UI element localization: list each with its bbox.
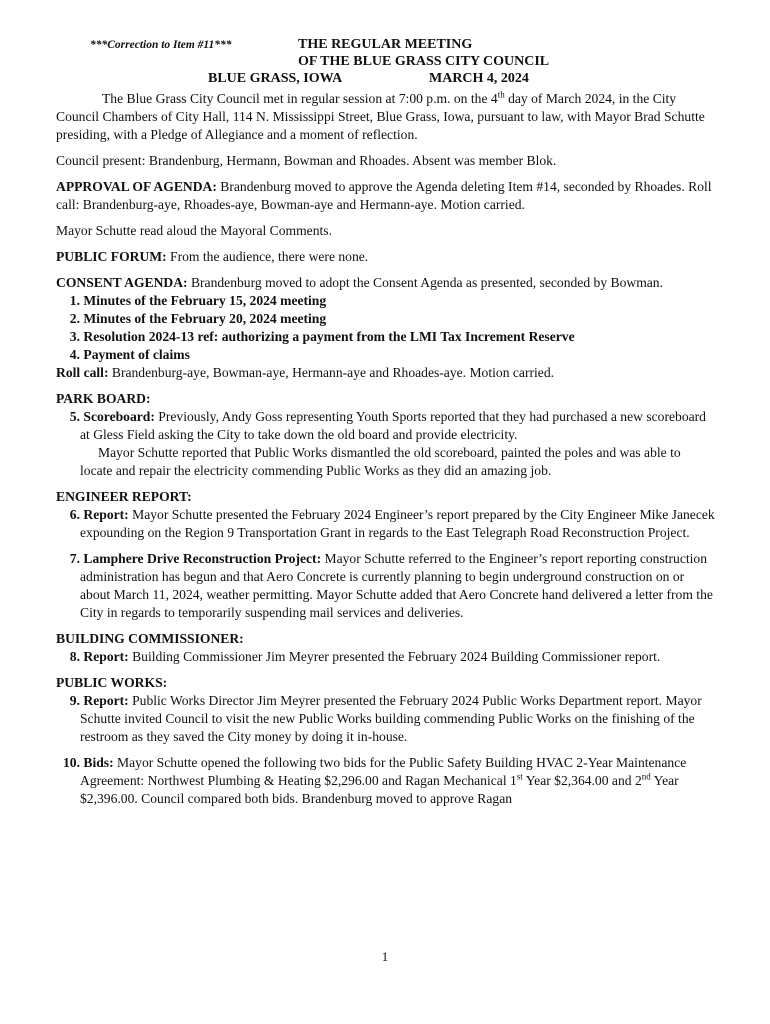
building-section (56, 630, 716, 666)
document-page (56, 36, 716, 808)
item-text-b: Year $2,364.00 and 2 (522, 773, 642, 788)
item-label: Report: (83, 507, 129, 522)
item-number: 6. (69, 507, 80, 522)
roll-call-text: Brandenburg-aye, Bowman-aye, Hermann-aye and Rhoades-aye. Motion carried. (108, 365, 555, 380)
item-number: 8. (69, 649, 80, 664)
item-5 (56, 408, 716, 444)
item-5-continued: Mayor Schutte reported that Public Works dismantled the old scoreboard, painted the poles and was able to locate and repair the electricity commending Public Works as they did an amazing job. (80, 445, 681, 478)
engineer-heading: ENGINEER REPORT: (56, 489, 192, 504)
ordinal-sup: st (516, 771, 523, 782)
item-text: Minutes of the February 20, 2024 meeting (83, 311, 327, 326)
item-label: Scoreboard: (83, 409, 155, 424)
public-works-section (56, 674, 716, 808)
item-label: Lamphere Drive Reconstruction Project: (83, 551, 322, 566)
document-header (56, 36, 716, 90)
intro-sup: th (497, 89, 505, 100)
item-text: Mayor Schutte referred to the Engineer’s report reporting construction administration has begun and that Aero Concrete is currently planning to begin underground construction on or about March 11, 2024, weather permitting. Mayor Schutte added that Aero Concrete hand delivered a letter from the City in regards to temporarily suspending mail services and deliveries. (80, 551, 713, 620)
item-number: 10. (63, 755, 80, 770)
item-number: 3. (69, 329, 80, 344)
public-forum (56, 248, 716, 266)
consent-item (56, 328, 716, 346)
item-number: 1. (69, 293, 80, 308)
page-number: 1 (381, 949, 389, 964)
correction-note: ***Correction to Item #11*** (90, 39, 232, 51)
agenda-label: APPROVAL OF AGENDA: (56, 179, 217, 194)
park-board-heading: PARK BOARD: (56, 391, 151, 406)
item-number: 5. (69, 409, 80, 424)
item-number: 7. (69, 551, 80, 566)
consent-item (56, 346, 716, 364)
forum-text: From the audience, there were none. (166, 249, 369, 264)
header-date: MARCH 4, 2024 (429, 71, 529, 86)
consent-roll-call (56, 364, 716, 382)
agenda-text: Brandenburg moved to approve the Agenda deleting Item #14, seconded by Rhoades. Roll call: Brandenburg-aye, Rhoades-aye, Bowman-aye and Hermann-aye. Motion carried. (56, 179, 712, 212)
consent-agenda (56, 274, 716, 382)
item-number: 2. (69, 311, 80, 326)
item-text: Payment of claims (83, 347, 190, 362)
item-text: Resolution 2024-13 ref: authorizing a payment from the LMI Tax Increment Reserve (83, 329, 575, 344)
item-7 (56, 550, 716, 622)
header-location: BLUE GRASS, IOWA (208, 71, 343, 86)
mayoral-comments: Mayor Schutte read aloud the Mayoral Comments. (56, 223, 332, 238)
consent-item (56, 292, 716, 310)
consent-label: CONSENT AGENDA: (56, 275, 188, 290)
item-8 (56, 648, 716, 666)
item-label: Report: (83, 649, 129, 664)
item-text: Building Commissioner Jim Meyrer presented the February 2024 Building Commissioner report. (128, 649, 661, 664)
header-title-line2: OF THE BLUE GRASS CITY COUNCIL (298, 54, 550, 69)
intro-text-b: day of March 2024, in the City Council Chambers of City Hall, 114 N. Mississippi Street, Blue Grass, Iowa, pursuant to law, with Mayor Brad Schutte presiding, with a Pledge of Allegiance and a moment of reflection. (56, 91, 705, 142)
header-title-line1: THE REGULAR MEETING (298, 37, 473, 52)
roll-call-label: Roll call: (56, 365, 109, 380)
item-text-c: Year $2,396.00. Council compared both bids. Brandenburg moved to approve Ragan (80, 773, 679, 806)
consent-text: Brandenburg moved to adopt the Consent Agenda as presented, seconded by Bowman. (187, 275, 663, 290)
intro-paragraph (56, 90, 716, 144)
item-number: 4. (69, 347, 80, 362)
building-heading: BUILDING COMMISSIONER: (56, 631, 244, 646)
item-text-a: Mayor Schutte opened the following two bids for the Public Safety Building HVAC 2-Year Maintenance Agreement: Northwest Plumbing & Heating $2,296.00 and Ragan Mechanical 1 (80, 755, 687, 788)
item-text: Mayor Schutte presented the February 2024 Engineer’s report prepared by the City Engineer Mike Janecek expounding on the Region 9 Transportation Grant in regards to the East Telegraph Road Reconstruction Project. (80, 507, 715, 540)
consent-intro (56, 274, 716, 292)
consent-item (56, 310, 716, 328)
item-text: Public Works Director Jim Meyrer presented the February 2024 Public Works Department report. Mayor Schutte invited Council to visit the new Public Works building commending Public Works on the finishing of the restroom as they saved the City money by doing it in-house. (80, 693, 702, 744)
item-label: Bids: (83, 755, 114, 770)
item-10 (56, 754, 716, 808)
ordinal-sup: nd (641, 771, 651, 782)
item-label: Report: (83, 693, 129, 708)
item-number: 9. (69, 693, 80, 708)
item-text: Previously, Andy Goss representing Youth Sports reported that they had purchased a new scoreboard at Gless Field asking the City to take down the old board and provide electricity. (80, 409, 706, 442)
item-text: Minutes of the February 15, 2024 meeting (83, 293, 327, 308)
engineer-section (56, 488, 716, 622)
park-board-section (56, 390, 716, 480)
intro-text-a: The Blue Grass City Council met in regular session at 7:00 p.m. on the 4 (102, 91, 498, 106)
forum-label: PUBLIC FORUM: (56, 249, 167, 264)
public-works-heading: PUBLIC WORKS: (56, 675, 168, 690)
council-present: Council present: Brandenburg, Hermann, Bowman and Rhoades. Absent was member Blok. (56, 153, 557, 168)
approval-of-agenda (56, 178, 716, 214)
item-6 (56, 506, 716, 542)
item-9 (56, 692, 716, 746)
